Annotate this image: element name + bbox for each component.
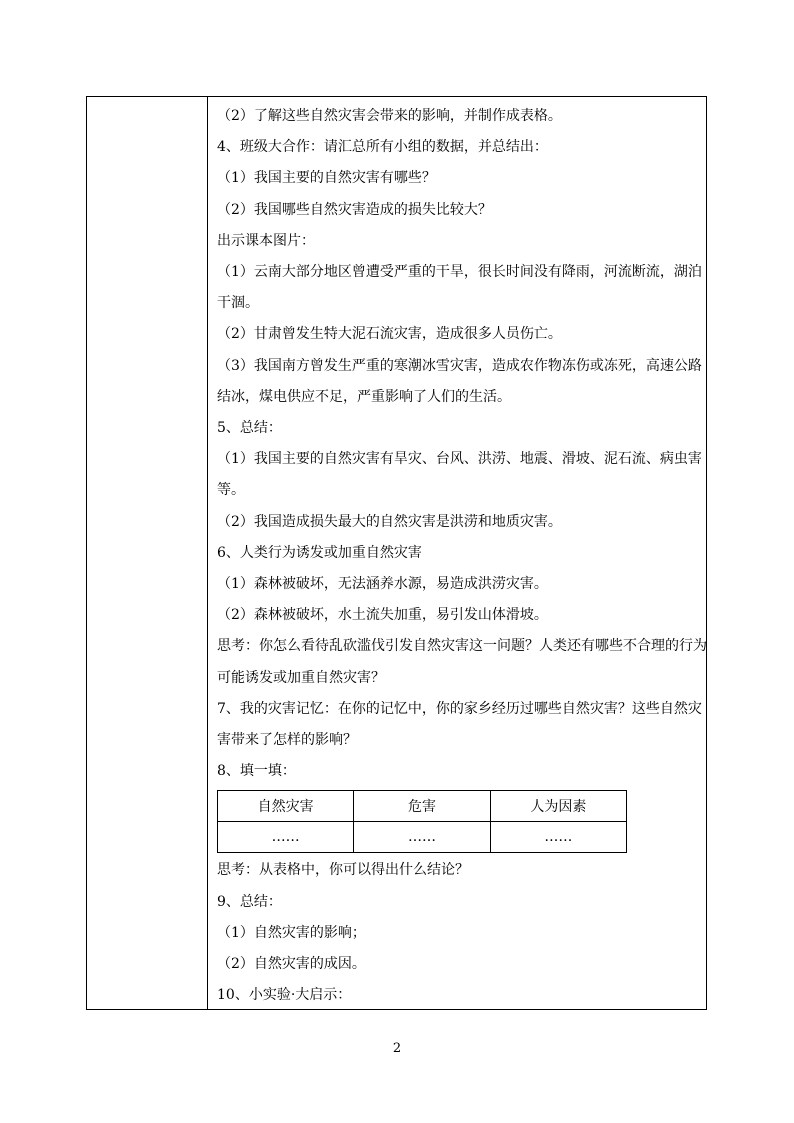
text-line: 思考：你怎么看待乱砍滥伐引发自然灾害这一问题？人类还有哪些不合理的行为	[217, 638, 707, 655]
text-line: （2）自然灾害的成因。	[217, 956, 366, 973]
table-header-cell: 自然灾害	[218, 791, 354, 822]
text-line: （1）云南大部分地区曾遭受严重的干旱，很长时间没有降雨，河流断流，湖泊	[217, 264, 702, 281]
lesson-table	[86, 96, 707, 1010]
table-header-cell: 危害	[354, 791, 490, 822]
fill-in-table	[217, 790, 627, 853]
table-header-row	[218, 791, 627, 822]
text-line: （1）我国主要的自然灾害有哪些？	[217, 170, 436, 187]
text-line: 出示课本图片：	[217, 232, 315, 249]
text-line: （2）我国造成损失最大的自然灾害是洪涝和地质灾害。	[217, 513, 562, 530]
text-line: 4、班级大合作：请汇总所有小组的数据，并总结出：	[217, 139, 548, 156]
text-line: （2）森林被破坏，水土流失加重，易引发山体滑坡。	[217, 607, 548, 624]
text-line: （1）森林被破坏，无法涵养水源，易造成洪涝灾害。	[217, 576, 548, 593]
text-line: 思考：从表格中，你可以得出什么结论？	[217, 862, 469, 879]
text-line: （2）了解这些自然灾害会带来的影响，并制作成表格。	[217, 108, 562, 124]
text-line: 可能诱发或加重自然灾害？	[217, 669, 385, 686]
table-cell: ……	[354, 822, 490, 853]
text-line: （2）我国哪些自然灾害造成的损失比较大？	[217, 201, 492, 218]
text-line: 9、总结：	[217, 893, 282, 910]
text-line: 7、我的灾害记忆：在你的记忆中，你的家乡经历过哪些自然灾害？这些自然灾	[217, 700, 702, 717]
text-line: 5、总结：	[217, 420, 282, 437]
text-line: 结冰，煤电供应不足，严重影响了人们的生活。	[217, 388, 511, 405]
text-line: （1）自然灾害的影响；	[217, 924, 366, 941]
table-row	[218, 822, 627, 853]
text-line: 6、人类行为诱发或加重自然灾害	[217, 544, 422, 561]
text-line: （3）我国南方曾发生严重的寒潮冰雪灾害，造成农作物冻伤或冻死，高速公路	[217, 357, 702, 374]
page-number: 2	[392, 1041, 402, 1056]
table-cell: ……	[218, 822, 354, 853]
text-line: 等。	[217, 482, 245, 499]
text-line: 8、填一填：	[217, 763, 296, 780]
text-line: （1）我国主要的自然灾害有旱灾、台风、洪涝、地震、滑坡、泥石流、病虫害	[217, 451, 702, 468]
left-column	[87, 97, 208, 1009]
text-line: 害带来了怎样的影响？	[217, 732, 357, 749]
text-line: （2）甘肃曾发生特大泥石流灾害，造成很多人员伤亡。	[217, 326, 562, 343]
content-column	[209, 97, 705, 1009]
table-header-cell: 人为因素	[490, 791, 626, 822]
text-line: 干涸。	[217, 295, 259, 312]
text-line: 10、小实验·大启示：	[217, 987, 352, 1004]
table-cell: ……	[490, 822, 626, 853]
